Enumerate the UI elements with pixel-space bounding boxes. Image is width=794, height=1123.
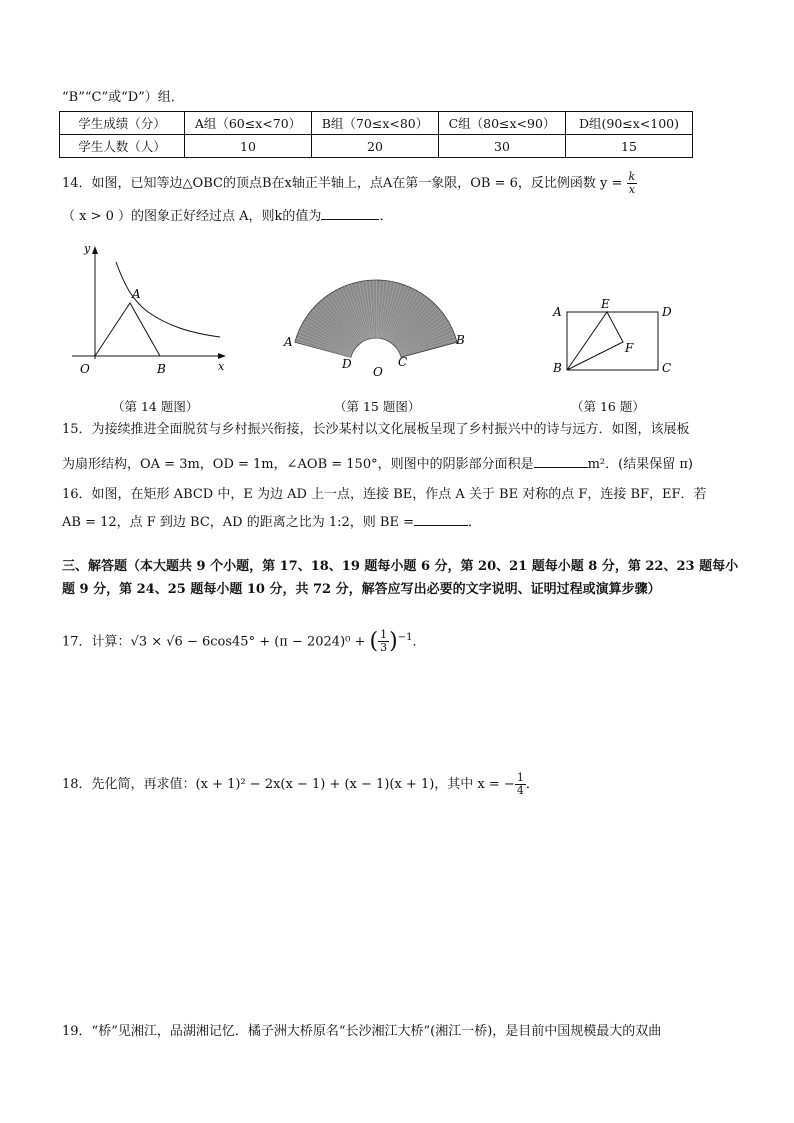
q14-frac-num: k [628, 170, 636, 183]
q18-frac-num: 1 [516, 771, 524, 784]
figure-14 [60, 238, 240, 378]
q15-line2 [62, 453, 738, 475]
q16-end: ． [468, 515, 482, 530]
fig16-rectangle [567, 312, 658, 370]
fig14-label-A: A [132, 287, 141, 301]
q15-answer-blank[interactable] [534, 453, 588, 468]
q17-frac-den: 3 [380, 641, 388, 655]
section3-header-line1: 三、解答题（本大题共 9 个小题，第 17、18、19 题每小题 6 分，第 20、21 题每小题 8 分，第 22、23 题每小 [62, 559, 739, 574]
score-table [59, 111, 693, 158]
fig16-label-D: D [662, 305, 672, 319]
q17-paren-close: ) [389, 628, 398, 654]
q18-prefix: 18．先化简，再求值： [62, 777, 196, 792]
fig14-caption: （第 14 题图） [112, 399, 199, 414]
fig14-label-y: y [84, 242, 91, 255]
fig14-x-arrow [218, 353, 226, 359]
table-cell: 学生成绩（分） [60, 112, 185, 135]
q17-expression: √3 × √6 − 6cos45° + (π − 2024)⁰ + [130, 634, 366, 650]
table-cell: B组（70≤x<80） [312, 112, 439, 135]
q17-end: ． [412, 634, 426, 650]
table-header-row [60, 112, 693, 135]
intro-line: “B”“C”或“D”）组． [62, 90, 184, 105]
table-cell: 20 [312, 135, 439, 158]
q16-line1: 16．如图，在矩形 ABCD 中，E 为边 AD 上一点，连接 BE，作点 A 关于 BE 对称的点 F，连接 BF，EF．若 [62, 487, 707, 502]
q15-unit: m²．(结果保留 π) [587, 457, 693, 472]
fig16-label-F: F [625, 341, 634, 355]
fig14-triangle [95, 303, 160, 356]
fig16-label-B: B [553, 361, 562, 375]
q16-answer-blank[interactable] [414, 511, 468, 526]
q18-line [62, 772, 738, 798]
q14-line1 [62, 171, 738, 196]
fig15-label-D: D [342, 357, 352, 371]
q14-text-2: （ x > 0 ）的图象正好经过点 A，则k的值为 [62, 209, 322, 224]
table-row [60, 135, 693, 158]
fig15-label-C: C [398, 355, 408, 369]
q16-line2 [62, 511, 738, 533]
q17-exponent: −1 [397, 632, 413, 643]
table-cell: 学生人数（人） [60, 135, 185, 158]
q14-line2 [62, 205, 738, 227]
fig15-label-O: O [373, 365, 383, 379]
fig14-label-x: x [218, 360, 225, 373]
q19-line1: 19．“桥”见湘江，品湖湘记忆．橘子洲大桥原名“长沙湘江大桥”(湘江一桥)，是目前中国规模最大的双曲 [62, 1024, 662, 1039]
fig15-label-B: B [456, 333, 465, 347]
table-cell: C组（80≤x<90） [439, 112, 566, 135]
fig16-caption: （第 16 题） [571, 399, 645, 414]
table-cell: D组(90≤x<100) [566, 112, 693, 135]
q17-fraction [378, 629, 389, 654]
q18-end: ． [525, 777, 539, 792]
fig14-y-arrow [92, 246, 98, 254]
table-cell: 30 [439, 135, 566, 158]
q16-text: AB = 12，点 F 到边 BC，AD 的距离之比为 1:2，则 BE = [62, 515, 414, 530]
q14-text: 14．如图，已知等边△OBC的顶点B在x轴正半轴上，点A在第一象限，OB = 6，反比例函数 y = [62, 176, 623, 191]
q18-expression: (x + 1)² − 2x(x − 1) + (x − 1)(x + 1)，其中 x = − [195, 777, 515, 792]
q14-frac-den: x [628, 183, 635, 196]
section3-header-line2: 题 9 分，第 24、25 题每小题 10 分，共 72 分，解答应写出必要的文字说明、证明过程或演算步骤） [62, 582, 661, 597]
q14-answer-blank[interactable] [321, 205, 379, 220]
fig15-caption: （第 15 题图） [334, 399, 421, 414]
table-cell: A组（60≤x<70） [185, 112, 312, 135]
q17-prefix: 17．计算： [62, 634, 131, 650]
table-cell: 15 [566, 135, 693, 158]
fig16-label-E: E [601, 297, 610, 311]
table-cell: 10 [185, 135, 312, 158]
fig14-label-O: O [80, 362, 90, 376]
fig16-label-A: A [553, 305, 562, 319]
fig16-triangle [567, 312, 623, 370]
q17-frac-num: 1 [380, 628, 388, 642]
q14-end: ． [379, 209, 393, 224]
q15-line1: 15．为接续推进全面脱贫与乡村振兴衔接，长沙某村以文化展板呈现了乡村振兴中的诗与远方．如图，该展板 [62, 422, 690, 437]
q17-paren-open: ( [369, 628, 379, 654]
fig16-label-C: C [662, 361, 672, 375]
figure-16 [542, 292, 682, 382]
fig15-label-A: A [284, 335, 293, 349]
q15-text: 为扇形结构，OA = 3m，OD = 1m，∠AOB = 150°，则图中的阴影部分面积是 [62, 457, 534, 472]
q14-fraction [627, 171, 638, 196]
fig14-label-B: B [157, 362, 166, 376]
q18-fraction [515, 772, 526, 797]
q18-frac-den: 4 [516, 784, 524, 797]
q17-line [62, 623, 738, 657]
figure-15 [276, 268, 476, 380]
